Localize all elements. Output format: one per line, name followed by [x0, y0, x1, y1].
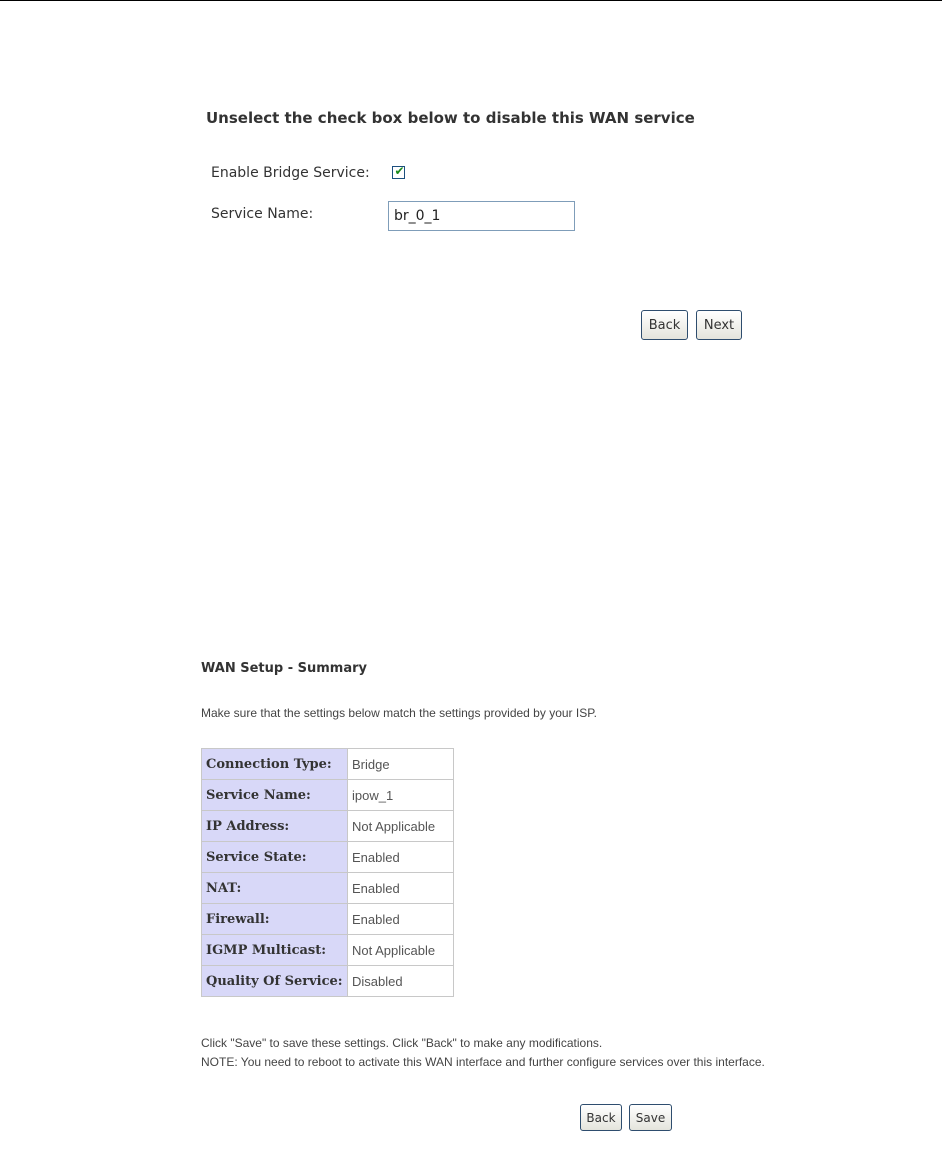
summary-note: [201, 1034, 765, 1072]
back-button[interactable]: Back: [641, 310, 688, 340]
enable-bridge-service-label: Enable Bridge Service:: [211, 165, 370, 181]
table-row: [202, 780, 454, 811]
nat-key: NAT:: [202, 873, 348, 904]
ip-address-value: Not Applicable: [348, 811, 454, 842]
connection-type-key: Connection Type:: [202, 749, 348, 780]
summary-intro: Make sure that the settings below match the settings provided by your ISP.: [201, 706, 597, 720]
save-button[interactable]: Save: [629, 1104, 672, 1131]
summary-table: [201, 748, 454, 997]
save-instructions: Click "Save" to save these settings. Click "Back" to make any modifications.: [201, 1036, 603, 1050]
summary-title: WAN Setup - Summary: [201, 661, 367, 676]
service-name-key: Service Name:: [202, 780, 348, 811]
table-row: [202, 842, 454, 873]
table-row: [202, 904, 454, 935]
service-state-value: Enabled: [348, 842, 454, 873]
table-row: [202, 749, 454, 780]
service-state-key: Service State:: [202, 842, 348, 873]
checkmark-icon: ✔: [394, 164, 405, 178]
table-row: [202, 966, 454, 997]
summary-back-button[interactable]: Back: [580, 1104, 622, 1131]
service-name-input[interactable]: [388, 201, 575, 231]
nat-value: Enabled: [348, 873, 454, 904]
quality-of-service-value: Disabled: [348, 966, 454, 997]
ip-address-key: IP Address:: [202, 811, 348, 842]
table-row: [202, 873, 454, 904]
enable-bridge-service-checkbox[interactable]: [392, 166, 405, 179]
igmp-multicast-key: IGMP Multicast:: [202, 935, 348, 966]
service-name-value: ipow_1: [348, 780, 454, 811]
connection-type-value: Bridge: [348, 749, 454, 780]
table-row: [202, 811, 454, 842]
reboot-note: NOTE: You need to reboot to activate this WAN interface and further configure services over this interface.: [201, 1055, 765, 1069]
firewall-value: Enabled: [348, 904, 454, 935]
service-name-label: Service Name:: [211, 206, 314, 222]
table-row: [202, 935, 454, 966]
next-button[interactable]: Next: [696, 310, 742, 340]
firewall-key: Firewall:: [202, 904, 348, 935]
igmp-multicast-value: Not Applicable: [348, 935, 454, 966]
bridge-service-heading: Unselect the check box below to disable this WAN service: [206, 109, 695, 127]
quality-of-service-key: Quality Of Service:: [202, 966, 348, 997]
top-divider: [0, 0, 942, 1]
